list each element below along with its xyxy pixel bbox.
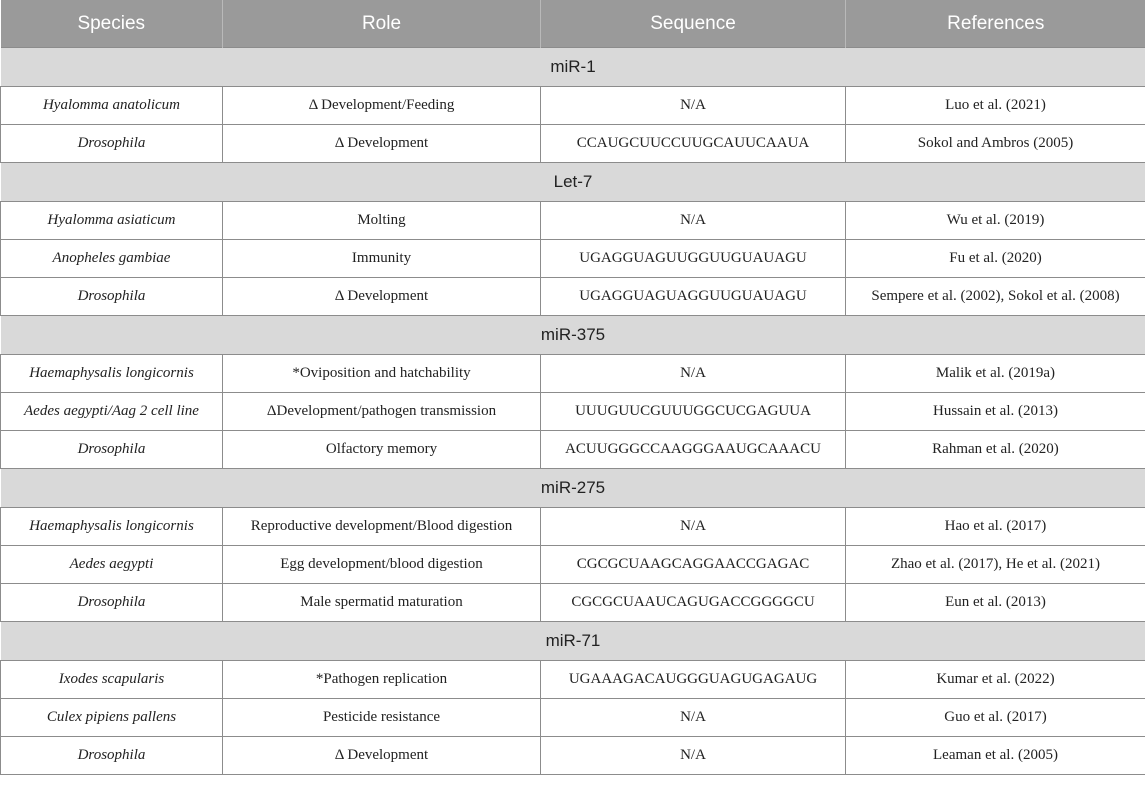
table-row	[1, 393, 1145, 431]
cell-sequence: UGAAAGACAUGGGUAGUGAGAUG	[541, 661, 846, 699]
cell-species: Aedes aegypti/Aag 2 cell line	[1, 393, 223, 431]
cell-role: *Oviposition and hatchability	[223, 355, 541, 393]
cell-role: Olfactory memory	[223, 431, 541, 469]
table-row	[1, 125, 1145, 163]
cell-references: Kumar et al. (2022)	[846, 661, 1145, 699]
cell-references: Sokol and Ambros (2005)	[846, 125, 1145, 163]
cell-references: Rahman et al. (2020)	[846, 431, 1145, 469]
table-row	[1, 431, 1145, 469]
table-row	[1, 87, 1145, 125]
table-body	[1, 48, 1145, 775]
group-label: miR-1	[1, 48, 1145, 87]
cell-role: Δ Development/Feeding	[223, 87, 541, 125]
cell-role: Male spermatid maturation	[223, 584, 541, 622]
cell-role: ΔDevelopment/pathogen transmission	[223, 393, 541, 431]
table-row	[1, 355, 1145, 393]
cell-references: Fu et al. (2020)	[846, 240, 1145, 278]
cell-role: Molting	[223, 202, 541, 240]
table-row	[1, 546, 1145, 584]
cell-role: Immunity	[223, 240, 541, 278]
cell-species: Drosophila	[1, 584, 223, 622]
table-row	[1, 508, 1145, 546]
cell-species: Aedes aegypti	[1, 546, 223, 584]
cell-sequence: UGAGGUAGUUGGUUGUAUAGU	[541, 240, 846, 278]
cell-species: Drosophila	[1, 125, 223, 163]
cell-sequence: N/A	[541, 699, 846, 737]
cell-sequence: N/A	[541, 202, 846, 240]
cell-species: Drosophila	[1, 278, 223, 316]
group-label: miR-375	[1, 316, 1145, 355]
table-row	[1, 202, 1145, 240]
cell-species: Culex pipiens pallens	[1, 699, 223, 737]
cell-species: Drosophila	[1, 737, 223, 775]
cell-role: *Pathogen replication	[223, 661, 541, 699]
cell-sequence: N/A	[541, 737, 846, 775]
cell-sequence: ACUUGGGCCAAGGGAAUGCAAACU	[541, 431, 846, 469]
cell-references: Luo et al. (2021)	[846, 87, 1145, 125]
group-label: miR-275	[1, 469, 1145, 508]
cell-sequence: N/A	[541, 508, 846, 546]
cell-species: Hyalomma asiaticum	[1, 202, 223, 240]
table-row	[1, 240, 1145, 278]
cell-role: Pesticide resistance	[223, 699, 541, 737]
table-row	[1, 584, 1145, 622]
group-label: Let-7	[1, 163, 1145, 202]
group-row	[1, 48, 1145, 87]
group-row	[1, 622, 1145, 661]
cell-species: Hyalomma anatolicum	[1, 87, 223, 125]
cell-references: Wu et al. (2019)	[846, 202, 1145, 240]
cell-sequence: UGAGGUAGUAGGUUGUAUAGU	[541, 278, 846, 316]
cell-role: Δ Development	[223, 278, 541, 316]
cell-sequence: CGCGCUAAGCAGGAACCGAGAC	[541, 546, 846, 584]
cell-species: Haemaphysalis longicornis	[1, 355, 223, 393]
cell-sequence: UUUGUUCGUUUGGCUCGAGUUA	[541, 393, 846, 431]
cell-role: Δ Development	[223, 125, 541, 163]
cell-role: Egg development/blood digestion	[223, 546, 541, 584]
cell-sequence: N/A	[541, 355, 846, 393]
cell-references: Guo et al. (2017)	[846, 699, 1145, 737]
cell-references: Hao et al. (2017)	[846, 508, 1145, 546]
cell-role: Reproductive development/Blood digestion	[223, 508, 541, 546]
cell-sequence: N/A	[541, 87, 846, 125]
cell-role: Δ Development	[223, 737, 541, 775]
cell-species: Drosophila	[1, 431, 223, 469]
cell-species: Anopheles gambiae	[1, 240, 223, 278]
group-row	[1, 163, 1145, 202]
group-row	[1, 469, 1145, 508]
cell-references: Eun et al. (2013)	[846, 584, 1145, 622]
cell-references: Sempere et al. (2002), Sokol et al. (2008)	[846, 278, 1145, 316]
cell-species: Ixodes scapularis	[1, 661, 223, 699]
header-species: Species	[1, 0, 223, 48]
header-role: Role	[223, 0, 541, 48]
cell-sequence: CCAUGCUUCCUUGCAUUCAAUA	[541, 125, 846, 163]
group-label: miR-71	[1, 622, 1145, 661]
cell-species: Haemaphysalis longicornis	[1, 508, 223, 546]
header-sequence: Sequence	[541, 0, 846, 48]
cell-references: Leaman et al. (2005)	[846, 737, 1145, 775]
cell-sequence: CGCGCUAAUCAGUGACCGGGGCU	[541, 584, 846, 622]
cell-references: Zhao et al. (2017), He et al. (2021)	[846, 546, 1145, 584]
table-row	[1, 661, 1145, 699]
cell-references: Malik et al. (2019a)	[846, 355, 1145, 393]
group-row	[1, 316, 1145, 355]
header-row	[1, 0, 1145, 48]
cell-references: Hussain et al. (2013)	[846, 393, 1145, 431]
header-references: References	[846, 0, 1145, 48]
table-row	[1, 278, 1145, 316]
table-row	[1, 699, 1145, 737]
table-row	[1, 737, 1145, 775]
